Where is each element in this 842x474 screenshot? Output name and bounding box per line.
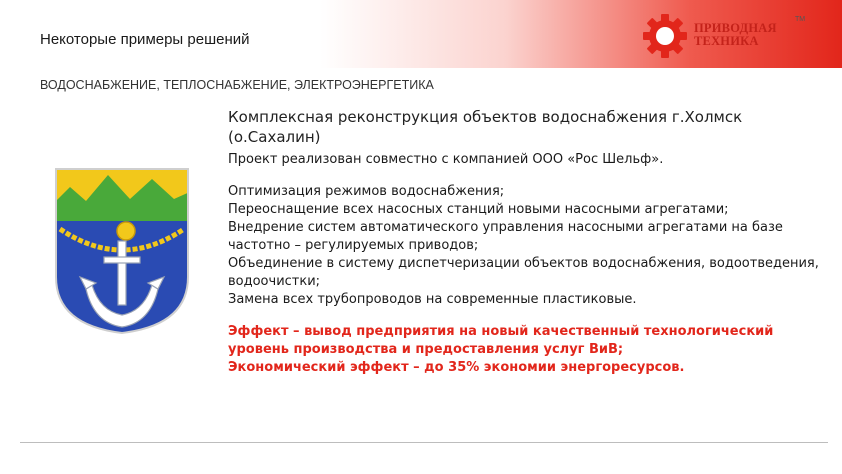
logo-line-1: ПРИВОДНАЯ (694, 21, 777, 35)
project-measures-list (228, 183, 828, 309)
logo-line-2: ТЕХНИКА (694, 34, 759, 48)
list-item: Замена всех трубопроводов на современные пластиковые. (228, 292, 637, 307)
effect-text: Эффект – вывод предприятия на новый качественный технологический уровень производства и предоставления услуг ВиВ; (228, 324, 774, 357)
project-effect (228, 323, 828, 377)
anchor-coat-of-arms-icon (52, 165, 192, 337)
footer-divider (20, 442, 828, 443)
company-logo (641, 12, 806, 60)
section-title: ВОДОСНАБЖЕНИЕ, ТЕПЛОСНАБЖЕНИЕ, ЭЛЕКТРОЭНЕРГЕТИКА (40, 78, 434, 92)
logo-text (694, 22, 777, 48)
list-item: Переоснащение всех насосных станций новыми насосными агрегатами; (228, 202, 729, 217)
list-item: Объединение в систему диспетчеризации объектов водоснабжения, водоотведения, водоочистки; (228, 256, 819, 289)
project-partner: Проект реализован совместно с компанией ООО «Рос Шельф». (228, 152, 664, 167)
list-item: Оптимизация режимов водоснабжения; (228, 184, 505, 199)
project-title: Комплексная реконструкция объектов водоснабжения г.Холмск (о.Сахалин) (228, 108, 743, 146)
logo-trademark: TM (795, 16, 806, 23)
slide-title: Некоторые примеры решений (40, 31, 250, 48)
project-content (228, 107, 828, 377)
economic-effect-text: Экономический эффект – до 35% экономии энергоресурсов. (228, 360, 685, 375)
list-item: Внедрение систем автоматического управления насосными агрегатами на базе частотно – регулируемых приводов; (228, 220, 783, 253)
gear-icon (641, 12, 689, 60)
